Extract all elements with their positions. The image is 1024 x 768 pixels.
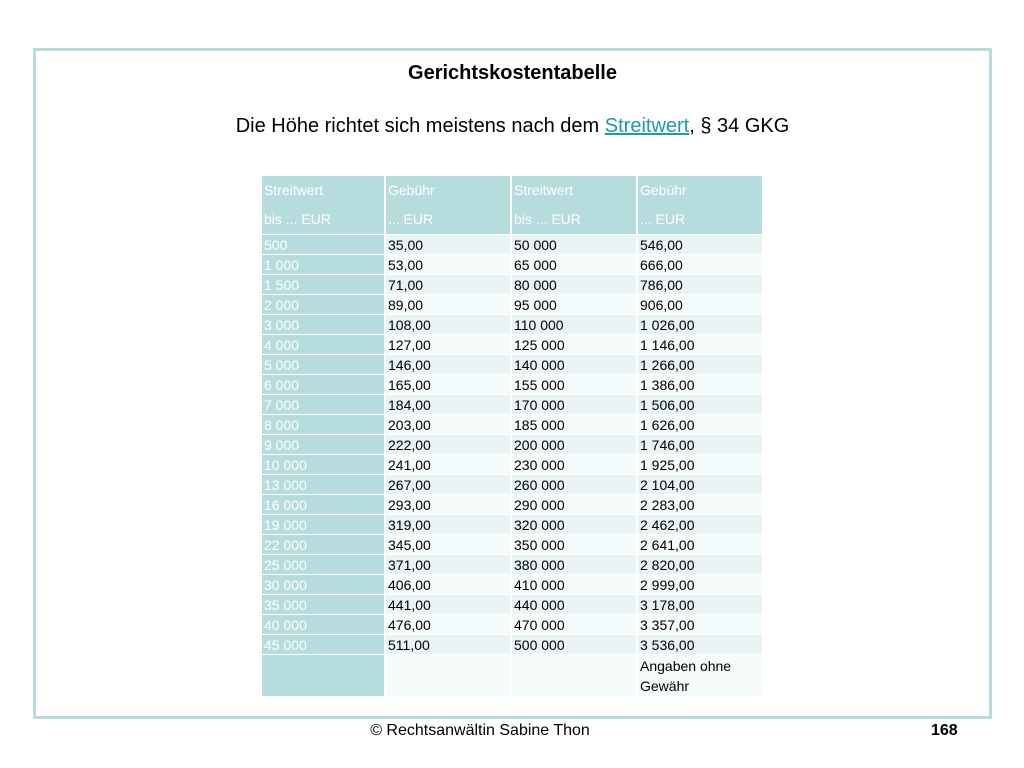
table-row bbox=[262, 515, 764, 535]
gebuehr-cell: 1 026,00 bbox=[638, 315, 764, 335]
gebuehr-cell: 146,00 bbox=[386, 355, 512, 375]
gebuehr-cell: 476,00 bbox=[386, 615, 512, 635]
streitwert-cell: 35 000 bbox=[262, 595, 386, 615]
gebuehr-cell: 293,00 bbox=[386, 495, 512, 515]
table-row bbox=[262, 455, 764, 475]
streitwert-cell: 8 000 bbox=[262, 415, 386, 435]
gebuehr-cell: 441,00 bbox=[386, 595, 512, 615]
gebuehr-cell: 127,00 bbox=[386, 335, 512, 355]
streitwert-cell: 380 000 bbox=[512, 555, 638, 575]
streitwert-cell: 40 000 bbox=[262, 615, 386, 635]
empty-cell bbox=[386, 655, 512, 697]
streitwert-cell: 320 000 bbox=[512, 515, 638, 535]
table-header-cell bbox=[262, 176, 386, 235]
gebuehr-cell: 108,00 bbox=[386, 315, 512, 335]
streitwert-cell: 2 000 bbox=[262, 295, 386, 315]
streitwert-cell: 500 bbox=[262, 235, 386, 255]
streitwert-cell: 440 000 bbox=[512, 595, 638, 615]
gebuehr-cell: 319,00 bbox=[386, 515, 512, 535]
table-row bbox=[262, 535, 764, 555]
slide-frame bbox=[33, 48, 992, 719]
streitwert-cell: 170 000 bbox=[512, 395, 638, 415]
streitwert-cell: 5 000 bbox=[262, 355, 386, 375]
gebuehr-cell: 71,00 bbox=[386, 275, 512, 295]
streitwert-cell: 22 000 bbox=[262, 535, 386, 555]
table-row bbox=[262, 415, 764, 435]
table-row bbox=[262, 555, 764, 575]
gebuehr-cell: 906,00 bbox=[638, 295, 764, 315]
gebuehr-cell: 345,00 bbox=[386, 535, 512, 555]
streitwert-cell: 500 000 bbox=[512, 635, 638, 655]
streitwert-cell: 125 000 bbox=[512, 335, 638, 355]
streitwert-cell: 260 000 bbox=[512, 475, 638, 495]
disclaimer-note: Angaben ohne Gewähr bbox=[638, 655, 764, 697]
gebuehr-cell: 1 386,00 bbox=[638, 375, 764, 395]
table-body bbox=[262, 235, 764, 697]
gebuehr-cell: 2 462,00 bbox=[638, 515, 764, 535]
gebuehr-cell: 1 266,00 bbox=[638, 355, 764, 375]
streitwert-cell: 3 000 bbox=[262, 315, 386, 335]
streitwert-cell: 470 000 bbox=[512, 615, 638, 635]
streitwert-cell: 290 000 bbox=[512, 495, 638, 515]
streitwert-cell: 19 000 bbox=[262, 515, 386, 535]
empty-cell bbox=[262, 655, 386, 697]
header-label: Streitwert bbox=[264, 182, 324, 198]
streitwert-cell: 4 000 bbox=[262, 335, 386, 355]
page-title: Gerichtskostentabelle bbox=[408, 62, 617, 84]
table-header-cell bbox=[386, 176, 512, 235]
table-row-note bbox=[262, 655, 764, 697]
table-row bbox=[262, 435, 764, 455]
gebuehr-cell: 165,00 bbox=[386, 375, 512, 395]
streitwert-cell: 80 000 bbox=[512, 275, 638, 295]
table-row bbox=[262, 375, 764, 395]
gebuehr-cell: 222,00 bbox=[386, 435, 512, 455]
gebuehr-cell: 1 925,00 bbox=[638, 455, 764, 475]
header-label: Gebühr bbox=[388, 182, 435, 198]
table-header-row bbox=[262, 176, 764, 235]
subtitle-text-before: Die Höhe richtet sich meistens nach dem bbox=[235, 115, 605, 137]
gebuehr-cell: 53,00 bbox=[386, 255, 512, 275]
gebuehr-cell: 35,00 bbox=[386, 235, 512, 255]
table-row bbox=[262, 235, 764, 255]
streitwert-cell: 16 000 bbox=[262, 495, 386, 515]
gebuehr-cell: 2 283,00 bbox=[638, 495, 764, 515]
streitwert-cell: 45 000 bbox=[262, 635, 386, 655]
subtitle-text-after: , § 34 GKG bbox=[689, 115, 790, 137]
gebuehr-cell: 89,00 bbox=[386, 295, 512, 315]
gebuehr-cell: 184,00 bbox=[386, 395, 512, 415]
streitwert-cell: 110 000 bbox=[512, 315, 638, 335]
gebuehr-cell: 511,00 bbox=[386, 635, 512, 655]
streitwert-cell: 30 000 bbox=[262, 575, 386, 595]
streitwert-cell: 1 000 bbox=[262, 255, 386, 275]
table-row bbox=[262, 255, 764, 275]
streitwert-cell: 25 000 bbox=[262, 555, 386, 575]
gebuehr-cell: 1 506,00 bbox=[638, 395, 764, 415]
streitwert-cell: 200 000 bbox=[512, 435, 638, 455]
gebuehr-cell: 1 626,00 bbox=[638, 415, 764, 435]
table-row bbox=[262, 575, 764, 595]
court-fee-table bbox=[262, 176, 764, 697]
page-number: 168 bbox=[931, 722, 958, 739]
table-row bbox=[262, 475, 764, 495]
streitwert-cell: 185 000 bbox=[512, 415, 638, 435]
gebuehr-cell: 786,00 bbox=[638, 275, 764, 295]
streitwert-cell: 7 000 bbox=[262, 395, 386, 415]
footer-author: © Rechtsanwältin Sabine Thon bbox=[370, 722, 590, 739]
gebuehr-cell: 2 820,00 bbox=[638, 555, 764, 575]
gebuehr-cell: 666,00 bbox=[638, 255, 764, 275]
table-row bbox=[262, 635, 764, 655]
table-row bbox=[262, 275, 764, 295]
streitwert-cell: 65 000 bbox=[512, 255, 638, 275]
streitwert-cell: 1 500 bbox=[262, 275, 386, 295]
gebuehr-cell: 2 641,00 bbox=[638, 535, 764, 555]
streitwert-cell: 350 000 bbox=[512, 535, 638, 555]
gebuehr-cell: 2 104,00 bbox=[638, 475, 764, 495]
header-unit: bis ... EUR bbox=[264, 211, 331, 227]
table-row bbox=[262, 295, 764, 315]
table-row bbox=[262, 335, 764, 355]
streitwert-cell: 95 000 bbox=[512, 295, 638, 315]
gebuehr-cell: 3 178,00 bbox=[638, 595, 764, 615]
gebuehr-cell: 267,00 bbox=[386, 475, 512, 495]
header-unit: ... EUR bbox=[640, 211, 686, 227]
streitwert-cell: 230 000 bbox=[512, 455, 638, 475]
table-header-cell bbox=[512, 176, 638, 235]
streitwert-cell: 410 000 bbox=[512, 575, 638, 595]
gebuehr-cell: 546,00 bbox=[638, 235, 764, 255]
gebuehr-cell: 3 536,00 bbox=[638, 635, 764, 655]
gebuehr-cell: 3 357,00 bbox=[638, 615, 764, 635]
gebuehr-cell: 371,00 bbox=[386, 555, 512, 575]
streitwert-link[interactable]: Streitwert bbox=[604, 115, 690, 137]
table-row bbox=[262, 315, 764, 335]
subtitle bbox=[36, 115, 989, 138]
table-row bbox=[262, 355, 764, 375]
streitwert-cell: 50 000 bbox=[512, 235, 638, 255]
streitwert-cell: 155 000 bbox=[512, 375, 638, 395]
header-label: Gebühr bbox=[640, 182, 687, 198]
streitwert-cell: 10 000 bbox=[262, 455, 386, 475]
gebuehr-cell: 241,00 bbox=[386, 455, 512, 475]
table-row bbox=[262, 595, 764, 615]
gebuehr-cell: 203,00 bbox=[386, 415, 512, 435]
streitwert-cell: 6 000 bbox=[262, 375, 386, 395]
header-unit: ... EUR bbox=[388, 211, 434, 227]
streitwert-cell: 13 000 bbox=[262, 475, 386, 495]
streitwert-cell: 9 000 bbox=[262, 435, 386, 455]
table-row bbox=[262, 495, 764, 515]
table-row bbox=[262, 615, 764, 635]
gebuehr-cell: 406,00 bbox=[386, 575, 512, 595]
gebuehr-cell: 1 746,00 bbox=[638, 435, 764, 455]
gebuehr-cell: 2 999,00 bbox=[638, 575, 764, 595]
header-unit: bis ... EUR bbox=[514, 211, 581, 227]
gebuehr-cell: 1 146,00 bbox=[638, 335, 764, 355]
streitwert-cell: 140 000 bbox=[512, 355, 638, 375]
table-header-cell bbox=[638, 176, 764, 235]
table-row bbox=[262, 395, 764, 415]
empty-cell bbox=[512, 655, 638, 697]
header-label: Streitwert bbox=[514, 182, 574, 198]
